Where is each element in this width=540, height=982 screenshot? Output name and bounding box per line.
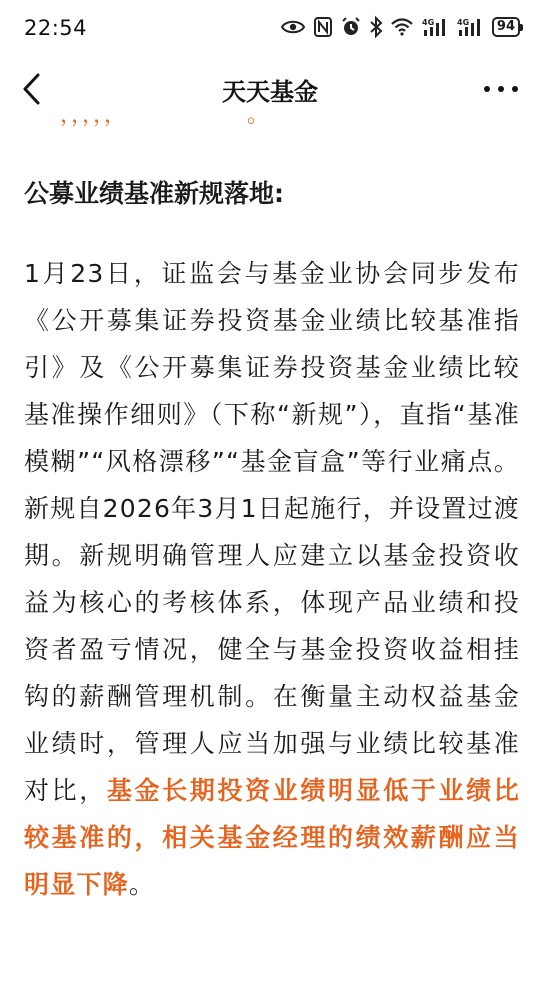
svg-text:4G: 4G — [456, 18, 470, 27]
svg-text:4G: 4G — [421, 18, 435, 27]
nfc-icon — [314, 17, 332, 37]
battery-indicator: 94 — [492, 17, 520, 37]
more-options-button[interactable] — [484, 74, 518, 104]
signal-4g-icon — [457, 17, 483, 37]
highlighted-text: 基金长期投资业绩明显低于业绩比较基准的，相关基金经理的绩效薪酬应当明显下降 — [24, 776, 520, 899]
clipped-text: ，，，，， 。 — [60, 103, 270, 128]
alarm-icon — [341, 17, 361, 37]
clipped-text-line — [60, 103, 360, 128]
bluetooth-icon — [370, 17, 382, 37]
status-icons — [281, 17, 520, 37]
status-bar — [0, 0, 540, 58]
paragraph-text: 1月23日，证监会与基金业协会同步发布《公开募集证券投资基金业绩比较基准指引》及《公开募集证券投资基金业绩比较基准操作细则》（下称“新规”），直指“基准模糊”“风格漂移”“基金盲盒”等行业痛点。新规自2026年3月1日起施行，并设置过渡期。新规明确管理人应建立以基金投资收益为核心的考核体系，体现产品业绩和投资者盈亏情况，健全与基金投资收益相挂钩的薪酬管理机制。在衡量主动权益基金业绩时，管理人应当加强与业绩比较基准对比， — [24, 259, 520, 805]
article-body — [24, 170, 520, 908]
signal-4g-icon — [422, 17, 448, 37]
page-title: 天天基金 — [222, 78, 318, 106]
paragraph-end: 。 — [128, 870, 156, 899]
section-heading: 公募业绩基准新规落地: — [24, 179, 284, 208]
article-paragraph — [24, 250, 520, 908]
wifi-icon — [391, 18, 413, 36]
eye-icon — [281, 19, 305, 35]
more-horizontal-icon — [484, 86, 490, 92]
status-time: 22:54 — [24, 16, 88, 40]
